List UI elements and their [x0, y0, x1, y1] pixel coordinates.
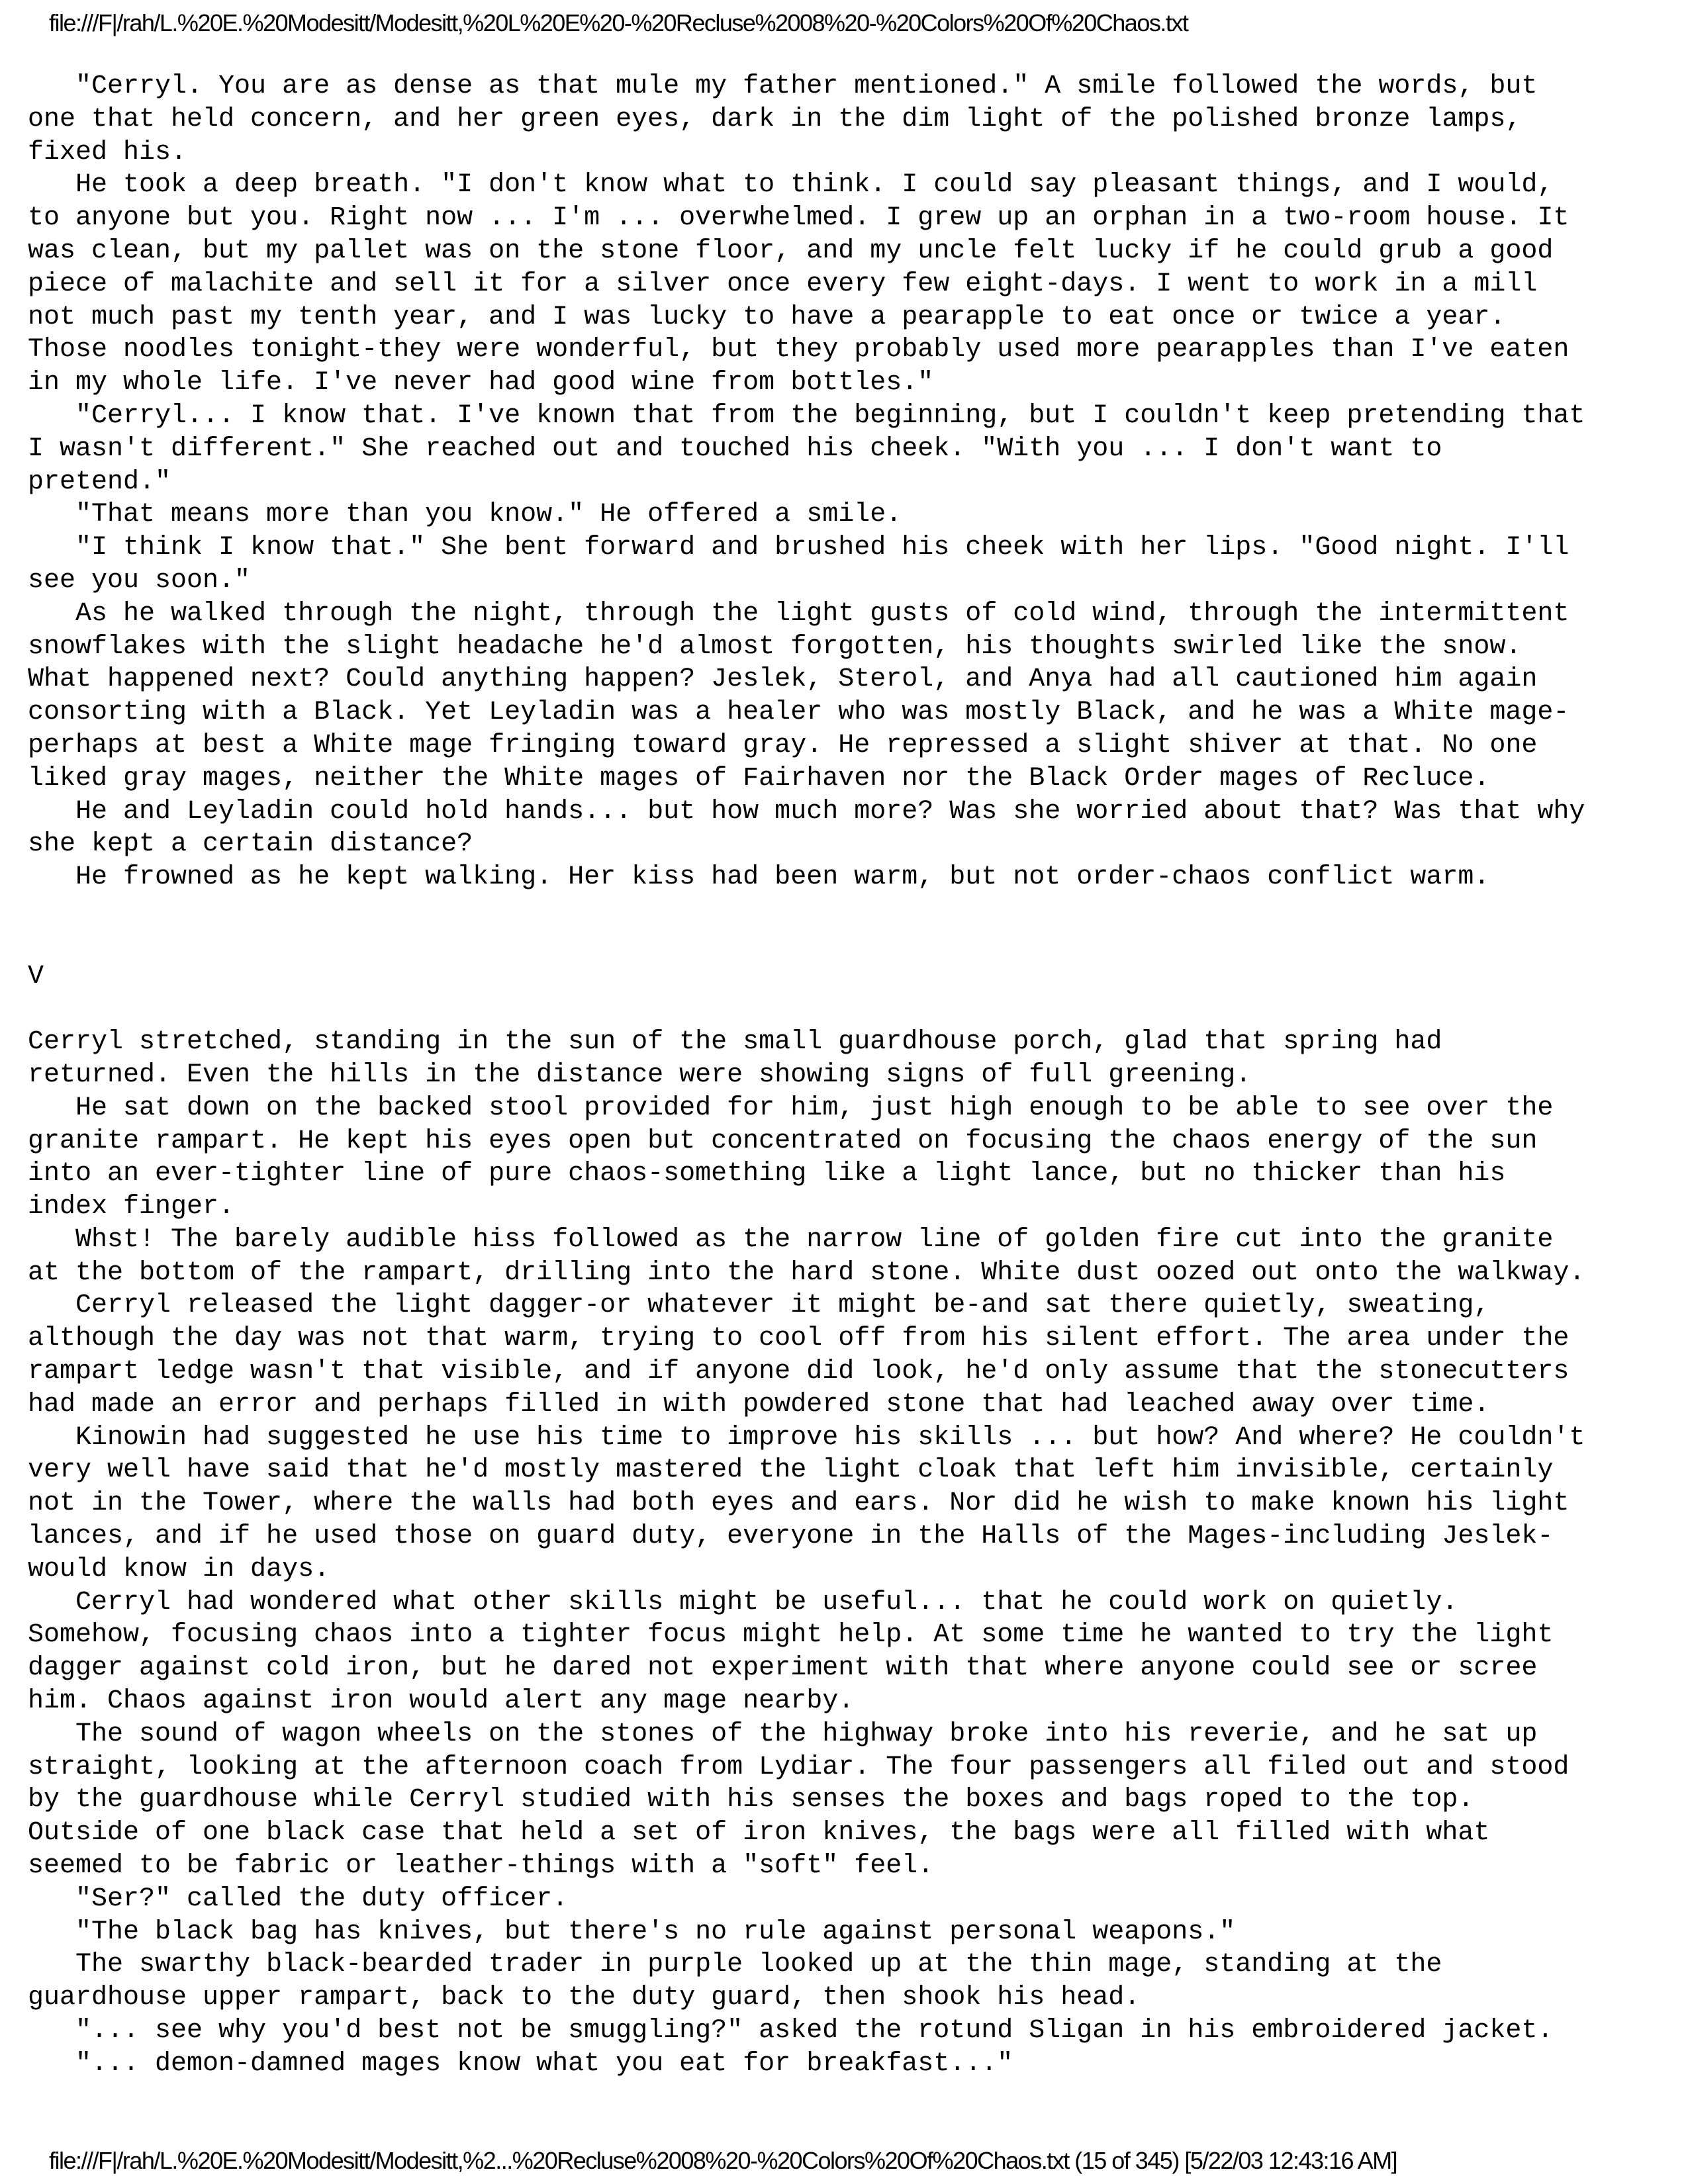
text-line: What happened next? Could anything happen? Jeslek, Sterol, and Anya had all cautioned him again — [28, 664, 1538, 695]
text-line: lances, and if he used those on guard duty, everyone in the Halls of the Mages-including Jeslek- — [28, 1522, 1554, 1552]
text-line: I wasn't different." She reached out and touched his cheek. "With you ... I don't want to — [28, 433, 1442, 464]
text-line: "... demon-damned mages know what you eat for breakfast..." — [28, 2048, 1013, 2079]
text-line: him. Chaos against iron would alert any mage nearby. — [28, 1686, 855, 1717]
text-line: seemed to be fabric or leather-things with a "soft" feel. — [28, 1851, 934, 1882]
text-line: granite rampart. He kept his eyes open but concentrated on focusing the chaos energy of the sun — [28, 1126, 1538, 1156]
text-line: one that held concern, and her green eyes, dark in the dim light of the polished bronze lamps, — [28, 104, 1522, 134]
text-line: "That means more than you know." He offered a smile. — [28, 500, 902, 530]
text-line: Somehow, focusing chaos into a tighter focus might help. At some time he wanted to try the light — [28, 1620, 1554, 1651]
text-line: guardhouse upper rampart, back to the duty guard, then shook his head. — [28, 1983, 1141, 2013]
text-line: consorting with a Black. Yet Leyladin was a healer who was mostly Black, and he was a White mage- — [28, 698, 1570, 728]
text-line: As he walked through the night, through the light gusts of cold wind, through the intermittent — [28, 598, 1570, 629]
text-line: she kept a certain distance? — [28, 829, 473, 860]
text-line: Cerryl had wondered what other skills might be useful... that he could work on quietly. — [28, 1587, 1458, 1617]
text-line: dagger against cold iron, but he dared not experiment with that where anyone could see or scree — [28, 1653, 1538, 1684]
text-line: "... see why you'd best not be smuggling?" asked the rotund Sligan in his embroidered jacket. — [28, 2016, 1554, 2046]
text-line: not in the Tower, where the walls had both eyes and ears. Nor did he wish to make known his light — [28, 1488, 1570, 1519]
text-line: perhaps at best a White mage fringing toward gray. He repressed a slight shiver at that. No one — [28, 730, 1538, 760]
text-line: Those noodles tonight-they were wonderful, but they probably used more pearapples than I've eaten — [28, 335, 1570, 365]
chapter-heading: V — [28, 961, 44, 991]
text-line: liked gray mages, neither the White mages of Fairhaven nor the Black Order mages of Recluce. — [28, 763, 1490, 794]
text-line: "Cerryl. You are as dense as that mule my father mentioned." A smile followed the words, but — [28, 71, 1538, 101]
text-line: "The black bag has knives, but there's no rule against personal weapons." — [28, 1917, 1236, 1947]
text-line: in my whole life. I've never had good wine from bottles." — [28, 368, 934, 398]
text-line: Outside of one black case that held a set of iron knives, the bags were all filled with what — [28, 1818, 1490, 1848]
text-line: snowflakes with the slight headache he'd almost forgotten, his thoughts swirled like the snow. — [28, 631, 1522, 662]
text-line: returned. Even the hills in the distance were showing signs of full greening. — [28, 1060, 1252, 1090]
text-line: The sound of wagon wheels on the stones of the highway broke into his reverie, and he sat up — [28, 1719, 1538, 1749]
text-line: into an ever-tighter line of pure chaos-something like a light lance, but no thicker than his — [28, 1159, 1506, 1189]
text-line: by the guardhouse while Cerryl studied with his senses the boxes and bags roped to the top. — [28, 1785, 1474, 1815]
text-line: pretend." — [28, 467, 171, 497]
text-line: straight, looking at the afternoon coach from Lydiar. The four passengers all filed out and stood — [28, 1752, 1570, 1782]
text-line: fixed his. — [28, 137, 187, 167]
text-line: was clean, but my pallet was on the stone floor, and my uncle felt lucky if he could grub a good — [28, 236, 1554, 266]
text-line: Kinowin had suggested he use his time to improve his skills ... but how? And where? He couldn't — [28, 1422, 1585, 1453]
text-line: rampart ledge wasn't that visible, and if anyone did look, he'd only assume that the stonecutters — [28, 1357, 1570, 1387]
text-line — [28, 993, 1676, 1026]
file-path-header: file:///F|/rah/L.%20E.%20Modesitt/Modesitt,%20L%20E%20-%20Recluse%2008%20-%20Colors%20Of%20Chaos.txt — [49, 9, 1188, 36]
text-line — [28, 894, 1676, 927]
text-line: see you soon." — [28, 565, 251, 596]
text-line: He sat down on the backed stool provided for him, just high enough to be able to see over the — [28, 1093, 1554, 1123]
text-line: would know in days. — [28, 1554, 330, 1584]
text-line: very well have said that he'd mostly mastered the light cloak that left him invisible, certainly — [28, 1455, 1554, 1486]
text-line: index finger. — [28, 1192, 235, 1222]
text-line — [28, 927, 1676, 960]
text-line: had made an error and perhaps filled in with powdered stone that had leached away over time. — [28, 1389, 1490, 1420]
text-line: He took a deep breath. "I don't know what to think. I could say pleasant things, and I would, — [28, 170, 1554, 201]
text-line: to anyone but you. Right now ... I'm ... overwhelmed. I grew up an orphan in a two-room house. It — [28, 203, 1570, 234]
text-line: "Ser?" called the duty officer. — [28, 1884, 569, 1914]
text-line: Cerryl stretched, standing in the sun of the small guardhouse porch, glad that spring had — [28, 1027, 1442, 1058]
text-line: He and Leyladin could hold hands... but how much more? Was she worried about that? Was that why — [28, 796, 1585, 827]
file-path-footer: file:///F|/rah/L.%20E.%20Modesitt/Modesitt,%2...%20Recluse%2008%20-%20Colors%20Of%20Chaos.txt (15 of 345) [5/22/03 12:43:16 AM] — [49, 2147, 1397, 2174]
text-line: although the day was not that warm, trying to cool off from his silent effort. The area under the — [28, 1324, 1570, 1354]
text-line: not much past my tenth year, and I was lucky to have a pearapple to eat once or twice a year. — [28, 302, 1506, 332]
document-text — [28, 70, 1676, 2081]
text-line: Whst! The barely audible hiss followed as the narrow line of golden fire cut into the granite — [28, 1224, 1554, 1255]
text-line: Cerryl released the light dagger-or whatever it might be-and sat there quietly, sweating, — [28, 1291, 1490, 1321]
text-line: He frowned as he kept walking. Her kiss had been warm, but not order-chaos conflict warm. — [28, 862, 1490, 893]
text-line: "Cerryl... I know that. I've known that from the beginning, but I couldn't keep pretending that — [28, 400, 1585, 431]
text-line: "I think I know that." She bent forward and brushed his cheek with her lips. "Good night. I'll — [28, 533, 1570, 563]
text-line: The swarthy black-bearded trader in purple looked up at the thin mage, standing at the — [28, 1950, 1442, 1980]
text-line: piece of malachite and sell it for a silver once every few eight-days. I went to work in a mill — [28, 269, 1538, 299]
text-line: at the bottom of the rampart, drilling into the hard stone. White dust oozed out onto the walkway. — [28, 1257, 1585, 1288]
